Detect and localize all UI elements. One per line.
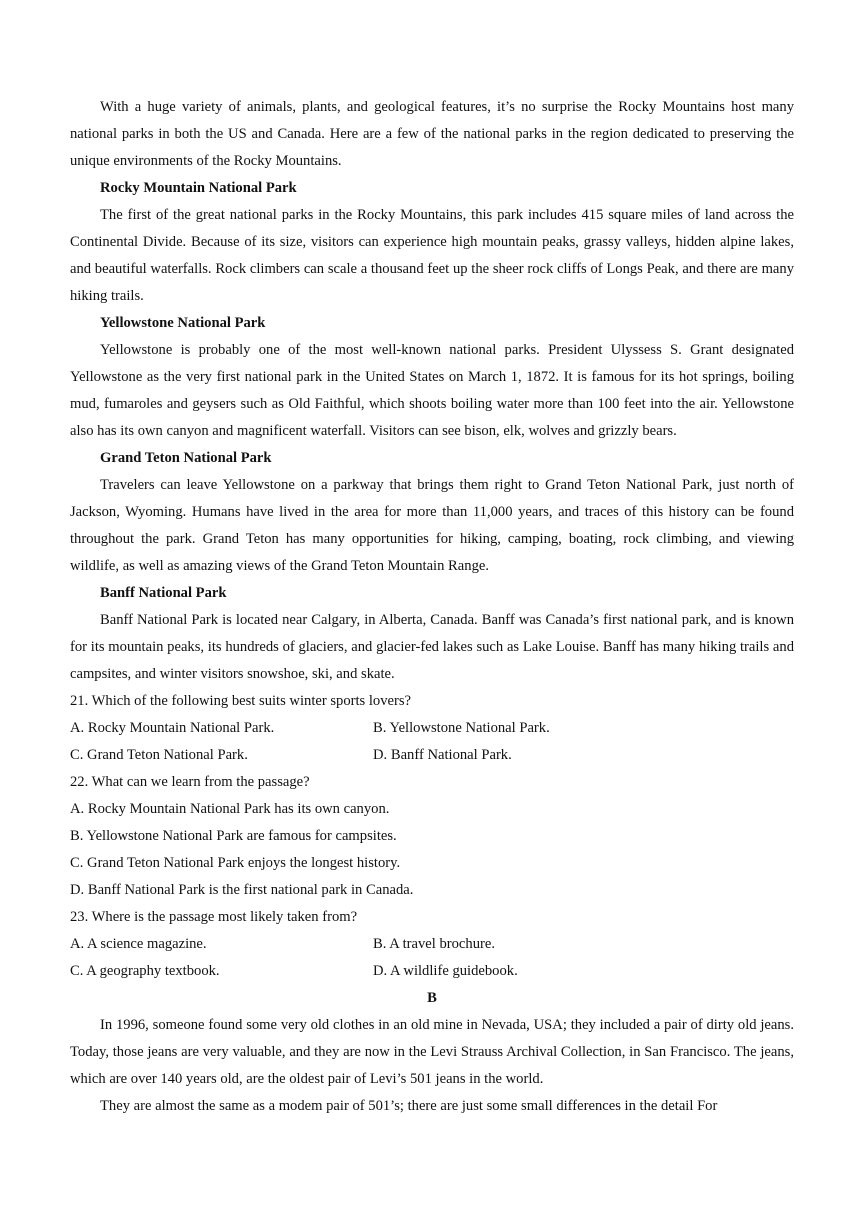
passage-b-paragraph-1: In 1996, someone found some very old clothes in an old mine in Nevada, USA; they included a pair of dirty old jeans. Today, those jeans are very valuable, and they are now in the Levi Strauss Archival Collection, in San Francisco. The jeans, which are over 140 years old, are the oldest pair of Levi’s 501 jeans in the world. bbox=[70, 1017, 794, 1087]
document-page bbox=[70, 94, 794, 1120]
question-23-option-c: C. A geography textbook. bbox=[70, 963, 220, 979]
section-label-b: B bbox=[427, 990, 437, 1006]
question-22-option-a: A. Rocky Mountain National Park has its own canyon. bbox=[70, 801, 390, 817]
question-22-option-c: C. Grand Teton National Park enjoys the longest history. bbox=[70, 855, 401, 871]
park-heading-banff: Banff National Park bbox=[100, 585, 227, 601]
question-22-option-d: D. Banff National Park is the first national park in Canada. bbox=[70, 882, 414, 898]
question-22-stem: 22. What can we learn from the passage? bbox=[70, 774, 310, 790]
question-21-option-a: A. Rocky Mountain National Park. bbox=[70, 720, 275, 736]
question-23-option-d: D. A wildlife guidebook. bbox=[373, 963, 518, 979]
question-23-options-row-2 bbox=[70, 958, 794, 985]
question-21-options-row-2 bbox=[70, 742, 794, 769]
park-paragraph-rocky-mountain: The first of the great national parks in the Rocky Mountains, this park includes 415 square miles of land across the Continental Divide. Because of its size, visitors can experience high mountain peaks, grassy valleys, hidden alpine lakes, and beautiful waterfalls. Rock climbers can scale a thousand feet up the sheer rock cliffs of Longs Peak, and there are many hiking trails. bbox=[70, 207, 794, 304]
park-heading-yellowstone: Yellowstone National Park bbox=[100, 315, 266, 331]
question-21-option-d: D. Banff National Park. bbox=[373, 747, 512, 763]
question-23-option-b: B. A travel brochure. bbox=[373, 936, 495, 952]
park-paragraph-grand-teton: Travelers can leave Yellowstone on a parkway that brings them right to Grand Teton National Park, just north of Jackson, Wyoming. Humans have lived in the area for more than 11,000 years, and traces of this history can be found throughout the park. Grand Teton has many opportunities for hiking, camping, boating, rock climbing, and viewing wildlife, as well as amazing views of the Grand Teton Mountain Range. bbox=[70, 477, 794, 574]
question-21-option-c: C. Grand Teton National Park. bbox=[70, 747, 248, 763]
park-paragraph-banff: Banff National Park is located near Calgary, in Alberta, Canada. Banff was Canada’s first national park, and is known for its mountain peaks, its hundreds of glaciers, and glacier-fed lakes such as Lake Louise. Banff has many hiking trails and campsites, and winter visitors snowshoe, ski, and skate. bbox=[70, 612, 794, 682]
passage-b-paragraph-2: They are almost the same as a modem pair of 501’s; there are just some small differences in the detail For bbox=[100, 1098, 718, 1114]
park-paragraph-yellowstone: Yellowstone is probably one of the most well-known national parks. President Ulyssess S. Grant designated Yellowstone as the very first national park in the United States on March 1, 1872. It is famous for its hot springs, boiling mud, fumaroles and geysers such as Old Faithful, which shoots boiling water more than 100 feet into the air. Yellowstone also has its own canyon and magnificent waterfall. Visitors can see bison, elk, wolves and grizzly bears. bbox=[70, 342, 794, 439]
intro-paragraph: With a huge variety of animals, plants, and geological features, it’s no surprise the Rocky Mountains host many national parks in both the US and Canada. Here are a few of the national parks in the region dedicated to preserving the unique environments of the Rocky Mountains. bbox=[70, 99, 794, 169]
question-21-option-b: B. Yellowstone National Park. bbox=[373, 720, 550, 736]
question-23-stem: 23. Where is the passage most likely taken from? bbox=[70, 909, 358, 925]
question-21-options-row-1 bbox=[70, 715, 794, 742]
park-heading-rocky-mountain: Rocky Mountain National Park bbox=[100, 180, 297, 196]
park-heading-grand-teton: Grand Teton National Park bbox=[100, 450, 272, 466]
question-21-stem: 21. Which of the following best suits winter sports lovers? bbox=[70, 693, 412, 709]
question-23-options-row-1 bbox=[70, 931, 794, 958]
question-23-option-a: A. A science magazine. bbox=[70, 936, 207, 952]
question-22-option-b: B. Yellowstone National Park are famous for campsites. bbox=[70, 828, 397, 844]
